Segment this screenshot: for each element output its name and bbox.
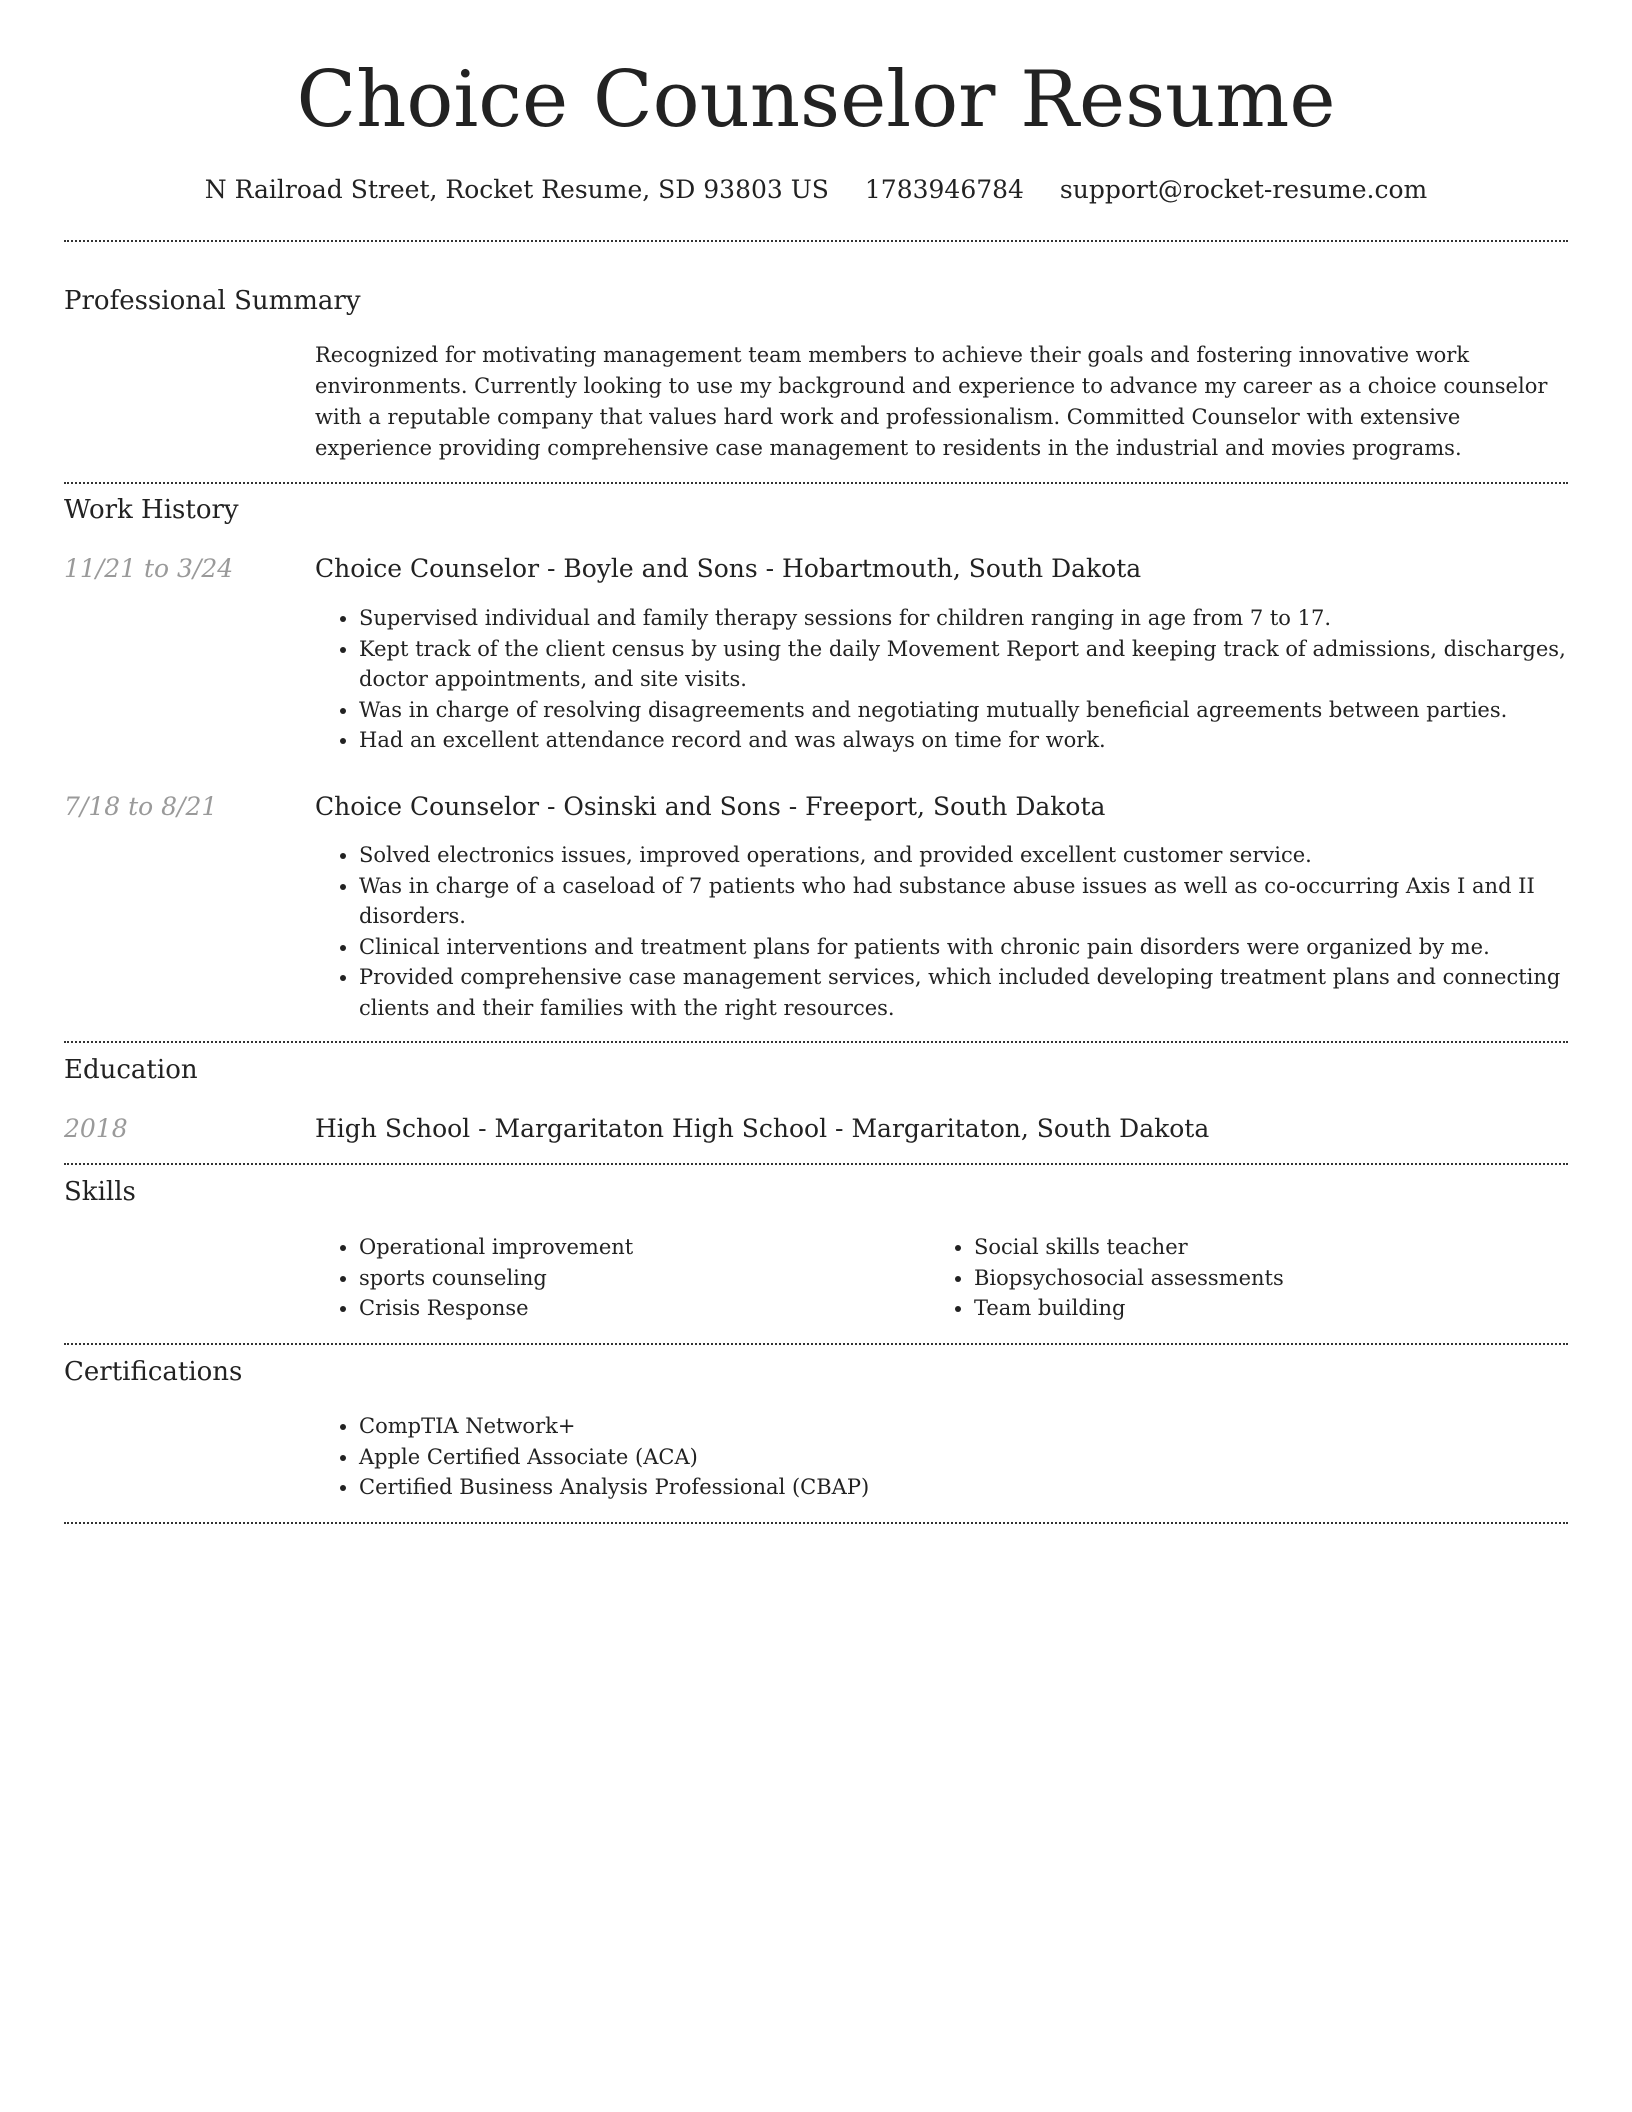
list-item: • Was in charge of resolving disagreements and negotiating mutually beneficial agreements between parties.: [359, 695, 1569, 726]
job-dates: 11/21 to 3/24: [64, 554, 234, 583]
list-item: • Provided comprehensive case management services, which included developing treatment plans and connecting clients and their families with the right resources.: [359, 962, 1569, 1023]
list-item: • CompTIA Network+: [359, 1411, 1569, 1442]
list-item: • Supervised individual and family therapy sessions for children ranging in age from 7 to 17.: [359, 603, 1569, 634]
summary-text: Recognized for motivating management team members to achieve their goals and fostering innovative work environments. Currently looking to use my background and experience to advance my career as a choice counselor with a reputable company that values hard work and professionalism. Committed Counselor with extensive experience providing comprehensive case management to residents in the industrial and movies programs.: [315, 343, 1548, 460]
skills-heading: Skills: [64, 1177, 136, 1207]
resume-title: Choice Counselor Resume: [296, 55, 1336, 145]
job-title: Choice Counselor - Boyle and Sons - Hobartmouth, South Dakota: [315, 554, 1142, 583]
list-item: • Social skills teacher: [974, 1232, 1534, 1263]
summary-heading: Professional Summary: [64, 286, 361, 316]
divider: [64, 1522, 1568, 1524]
certifications-heading: Certifications: [64, 1357, 243, 1387]
list-item: • Operational improvement: [359, 1232, 919, 1263]
job-title: Choice Counselor - Osinski and Sons - Freeport, South Dakota: [315, 792, 1106, 821]
divider: [64, 1163, 1568, 1165]
skills-list-right: [930, 1232, 1534, 1324]
list-item: • Kept track of the client census by using the daily Movement Report and keeping track of admissions, discharges, doctor appointments, and site visits.: [359, 634, 1569, 695]
list-item: • Was in charge of a caseload of 7 patients who had substance abuse issues as well as co-occurring Axis I and II disorders.: [359, 871, 1569, 932]
contact-email: support@rocket-resume.com: [1059, 175, 1428, 204]
list-item: • Biopsychosocial assessments: [974, 1263, 1534, 1294]
education-dates: 2018: [64, 1114, 128, 1143]
list-item: • Clinical interventions and treatment plans for patients with chronic pain disorders were organized by me.: [359, 932, 1569, 963]
list-item: • Solved electronics issues, improved operations, and provided excellent customer service.: [359, 840, 1569, 871]
job-bullets: [315, 840, 1569, 1023]
list-item: • Team building: [974, 1293, 1534, 1324]
list-item: • sports counseling: [359, 1263, 919, 1294]
work-heading: Work History: [64, 495, 239, 525]
divider: [64, 240, 1568, 242]
certifications-list: [315, 1411, 1569, 1503]
education-heading: Education: [64, 1055, 198, 1085]
list-item: • Apple Certified Associate (ACA): [359, 1442, 1569, 1473]
list-item: • Certified Business Analysis Professional (CBAP): [359, 1472, 1569, 1503]
contact-line: [64, 170, 1568, 210]
contact-phone: 1783946784: [864, 175, 1024, 204]
list-item: • Had an excellent attendance record and was always on time for work.: [359, 725, 1569, 756]
list-item: • Crisis Response: [359, 1293, 919, 1324]
divider: [64, 1041, 1568, 1043]
education-title: High School - Margaritaton High School - Margaritaton, South Dakota: [315, 1114, 1210, 1143]
job-dates: 7/18 to 8/21: [64, 792, 218, 821]
contact-address: N Railroad Street, Rocket Resume, SD 93803 US: [204, 175, 829, 204]
divider: [64, 482, 1568, 484]
divider: [64, 1343, 1568, 1345]
job-bullets: [315, 603, 1569, 756]
skills-list-left: [315, 1232, 919, 1324]
